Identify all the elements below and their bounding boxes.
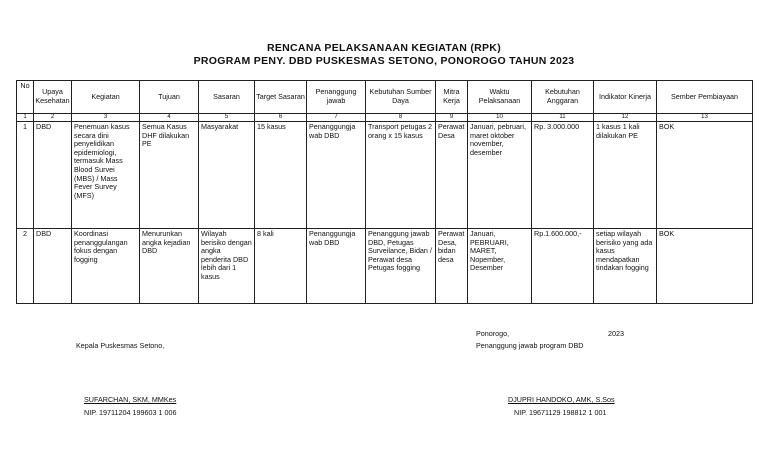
left-signer-nip: NIP. 19711204 199603 1 006 [84, 408, 177, 417]
cell-waktu: Januari, pebruari, maret oktober november, desember [468, 122, 532, 229]
header-target: Target Sasaran [255, 81, 307, 114]
header-mitra: Mitra Kerja [436, 81, 468, 114]
place-date: Ponorogo, [476, 329, 510, 338]
document-title: RENCANA PELAKSANAAN KEGIATAN (RPK) [266, 42, 501, 54]
cell-upaya: DBD [34, 122, 72, 229]
document-subtitle: PROGRAM PENY. DBD PUSKESMAS SETONO, PONOROGO TAHUN 2023 [193, 55, 575, 67]
rpk-table [16, 80, 753, 304]
cell-kegiatan: Koordinasi penanggulangan fokus dengan fogging [72, 229, 140, 304]
cell-pembiayaan: BOK [657, 122, 753, 229]
right-signer-nip: NIP. 19671129 198812 1 001 [514, 408, 607, 417]
header-penanggung-jawab: Penanggung jawab [307, 81, 366, 114]
header-tujuan: Tujuan [140, 81, 199, 114]
cell-indikator: 1 kasus 1 kali dilakukan PE [594, 122, 657, 229]
header-kegiatan: Kegiatan [72, 81, 140, 114]
right-signer-name: DJUPRI HANDOKO, AMK, S.Sos [508, 395, 615, 404]
header-anggaran: Kebutuhan Anggaran [532, 81, 594, 114]
signature-year: 2023 [608, 329, 624, 338]
cell-mitra: Perawat Desa, bidan desa [436, 229, 468, 304]
col-number: 10 [468, 114, 532, 122]
cell-anggaran: Rp. 3.000.000 [532, 122, 594, 229]
cell-indikator: setiap wilayah berisiko yang ada kasus mendapatkan tindakan fogging [594, 229, 657, 304]
cell-tujuan: Menurunkan angka kejadian DBD [140, 229, 199, 304]
cell-no: 1 [17, 122, 34, 229]
col-number: 1 [17, 114, 34, 122]
col-number: 2 [34, 114, 72, 122]
cell-pembiayaan: BOK [657, 229, 753, 304]
header-indikator: Indikator Kinerja [594, 81, 657, 114]
col-number: 11 [532, 114, 594, 122]
right-signer-role: Penanggung jawab program DBD [476, 341, 584, 350]
column-number-row [17, 114, 753, 122]
cell-penanggung-jawab: Penanggungja wab DBD [307, 229, 366, 304]
cell-penanggung-jawab: Penanggungja wab DBD [307, 122, 366, 229]
cell-anggaran: Rp.1.600.000,- [532, 229, 594, 304]
col-number: 6 [255, 114, 307, 122]
col-number: 4 [140, 114, 199, 122]
table-row [17, 122, 753, 229]
col-number: 3 [72, 114, 140, 122]
cell-sumber-daya: Penanggung jawab DBD, Petugas Surveilance, Bidan / Perawat desa Petugas fogging [366, 229, 436, 304]
col-number: 8 [366, 114, 436, 122]
header-upaya: Upaya Kesehatan [34, 81, 72, 114]
header-sumber-daya: Kebutuhan Sumber Daya [366, 81, 436, 114]
cell-upaya: DBD [34, 229, 72, 304]
header-no: No [17, 81, 34, 114]
header-pembiayaan: Sember Pembiayaan [657, 81, 753, 114]
col-number: 5 [199, 114, 255, 122]
left-signer-role: Kepala Puskesmas Setono, [76, 341, 165, 350]
col-number: 12 [594, 114, 657, 122]
cell-sasaran: Masyarakat [199, 122, 255, 229]
col-number: 13 [657, 114, 753, 122]
cell-mitra: Perawat Desa [436, 122, 468, 229]
col-number: 7 [307, 114, 366, 122]
cell-kegiatan: Penemuan kasus secara dini penyelidikan epidemiologi, termasuk Mass Blood Survei (MBS) / Mass Fever Survey (MFS) [72, 122, 140, 229]
table-row [17, 229, 753, 304]
header-row [17, 81, 753, 114]
cell-sumber-daya: Transport petugas 2 orang x 15 kasus [366, 122, 436, 229]
col-number: 9 [436, 114, 468, 122]
left-signer-name: SUFARCHAN, SKM, MMKes [84, 395, 177, 404]
cell-no: 2 [17, 229, 34, 304]
header-waktu: Waktu Pelaksanaan [468, 81, 532, 114]
cell-tujuan: Semua Kasus DHF dilakukan PE [140, 122, 199, 229]
header-sasaran: Sasaran [199, 81, 255, 114]
cell-target: 8 kali [255, 229, 307, 304]
cell-waktu: Januari, PEBRUARI, MARET, Nopember, Desember [468, 229, 532, 304]
cell-sasaran: Wilayah berisiko dengan angka penderita DBD lebih dari 1 kasus [199, 229, 255, 304]
cell-target: 15 kasus [255, 122, 307, 229]
